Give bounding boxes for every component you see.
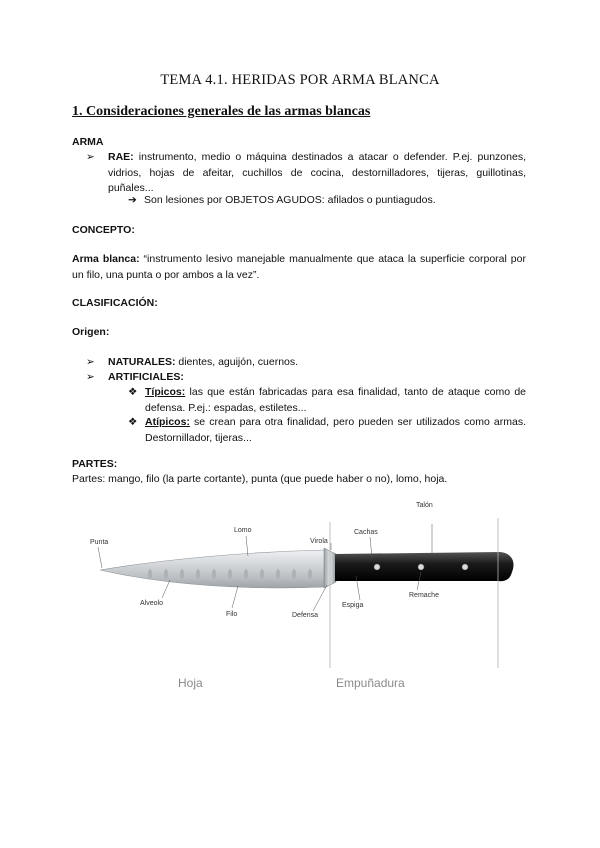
atipicos-text: se crean para otra finalidad, pero pueden ser utilizados como armas. Destornillador, tijeras...	[145, 416, 526, 444]
arrowhead-bullet-icon: ➢	[86, 356, 95, 368]
document-title: TEMA 4.1. HERIDAS POR ARMA BLANCA	[160, 72, 440, 88]
artificiales-item	[108, 370, 526, 386]
label-defensa: Defensa	[292, 612, 319, 619]
label-espiga: Espiga	[342, 602, 364, 609]
arma-blanca-term: Arma blanca:	[72, 253, 140, 265]
handle-shape	[335, 552, 514, 581]
rae-definition: instrumento, medio o máquina destinados a atacar o defender. P.ej. punzones, vidrios, hojas de afeitar, cuchillos de cocina, destornilladores, tijeras, guillotinas, puñales...	[108, 151, 526, 194]
arrow-bullet-icon: ➔	[128, 194, 137, 206]
arrowhead-bullet-icon: ➢	[86, 151, 95, 163]
diamond-bullet-icon: ❖	[128, 416, 138, 428]
naturales-item	[108, 355, 526, 371]
label-cachas: Cachas	[354, 529, 378, 536]
knife-diagram	[80, 502, 520, 700]
label-virola: Virola	[310, 538, 328, 545]
label-lomo: Lomo	[234, 527, 252, 534]
partes-label: PARTES:	[72, 458, 118, 470]
tipicos-text: las que están fabricadas para esa finalidad, tanto de ataque como de defensa. P.ej.: espadas, estiletes...	[145, 386, 526, 414]
atipicos-item	[145, 415, 526, 446]
rae-paragraph	[108, 150, 526, 197]
arma-label: ARMA	[72, 136, 104, 148]
diamond-bullet-icon: ❖	[128, 386, 138, 398]
section-heading: 1. Consideraciones generales de las armas blancas	[72, 104, 371, 119]
tipicos-term: Típicos:	[145, 386, 186, 398]
label-alveolo: Alveolo	[140, 600, 163, 607]
artificiales-term: ARTIFICIALES:	[108, 371, 184, 383]
objetos-agudos-note: Son lesiones por OBJETOS AGUDOS: afilados o puntiagudos.	[144, 194, 436, 206]
clasificacion-label: CLASIFICACIÓN:	[72, 297, 158, 309]
naturales-term: NATURALES:	[108, 356, 176, 368]
label-punta: Punta	[90, 539, 109, 546]
caption-empunadura: Empuñadura	[336, 676, 405, 690]
concepto-label: CONCEPTO:	[72, 224, 135, 236]
origen-label: Origen:	[72, 326, 110, 338]
label-filo: Filo	[226, 611, 238, 618]
arrowhead-bullet-icon: ➢	[86, 371, 95, 383]
rae-term: RAE:	[108, 151, 134, 163]
concepto-paragraph	[72, 252, 526, 283]
atipicos-term: Atípicos:	[145, 416, 190, 428]
tipicos-item	[145, 385, 526, 416]
blade-shape	[100, 550, 325, 588]
partes-text: Partes: mango, filo (la parte cortante), punta (que puede haber o no), lomo, hoja.	[72, 473, 448, 485]
label-talon: Talón	[416, 502, 433, 509]
caption-hoja: Hoja	[178, 676, 203, 690]
naturales-text: dientes, aguijón, cuernos.	[175, 356, 299, 368]
arma-blanca-definition: “instrumento lesivo manejable manualmente que ataca la superficie corporal por un filo, una punta o por ambos a la vez”.	[72, 253, 526, 281]
label-remache: Remache	[409, 592, 439, 599]
